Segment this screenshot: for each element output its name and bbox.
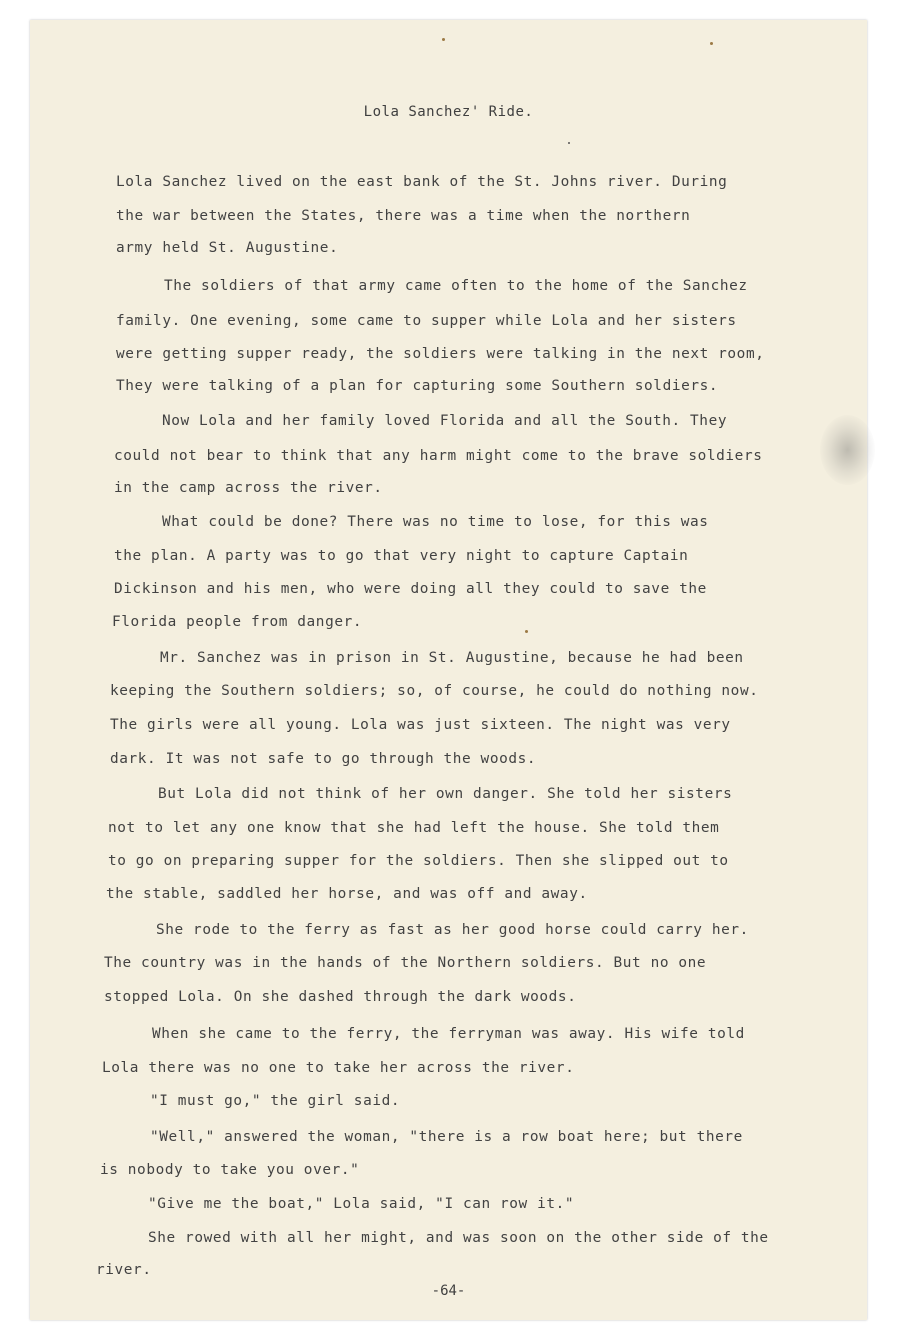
ink-smudge — [820, 415, 875, 485]
text-line: The soldiers of that army came often to the home of the Sanchez — [164, 278, 748, 294]
text-line: stopped Lola. On she dashed through the dark woods. — [104, 989, 577, 1005]
text-line: could not bear to think that any harm might come to the brave soldiers — [114, 448, 763, 464]
text-line: The girls were all young. Lola was just sixteen. The night was very — [110, 717, 731, 733]
text-line: Dickinson and his men, who were doing all they could to save the — [114, 581, 707, 597]
text-line: the war between the States, there was a time when the northern — [116, 208, 691, 224]
text-line: She rode to the ferry as fast as her good horse could carry her. — [156, 922, 749, 938]
text-line: "I must go," the girl said. — [150, 1093, 401, 1109]
page-number: -64- — [431, 1283, 466, 1299]
text-line: to go on preparing supper for the soldiers. Then she slipped out to — [108, 853, 729, 869]
text-line: river. — [96, 1262, 152, 1278]
text-line: army held St. Augustine. — [116, 240, 339, 256]
paper-speck — [525, 630, 528, 633]
text-line: were getting supper ready, the soldiers were talking in the next room, — [116, 346, 765, 362]
text-line: "Give me the boat," Lola said, "I can row it." — [148, 1196, 575, 1212]
text-line: They were talking of a plan for capturing some Southern soldiers. — [116, 378, 719, 394]
text-line: the stable, saddled her horse, and was off and away. — [106, 886, 588, 902]
typewritten-page — [30, 20, 867, 1320]
text-line: When she came to the ferry, the ferryman was away. His wife told — [152, 1026, 745, 1042]
paper-speck — [442, 38, 445, 41]
text-line: She rowed with all her might, and was soon on the other side of the — [148, 1230, 769, 1246]
text-line: is nobody to take you over." — [100, 1162, 360, 1178]
text-line: Mr. Sanchez was in prison in St. Augustine, because he had been — [160, 650, 744, 666]
text-line: family. One evening, some came to supper while Lola and her sisters — [116, 313, 737, 329]
paper-speck — [710, 42, 713, 45]
text-line: Florida people from danger. — [112, 614, 363, 630]
text-line: not to let any one know that she had left the house. She told them — [108, 820, 720, 836]
text-line: But Lola did not think of her own danger. She told her sisters — [158, 786, 733, 802]
text-line: The country was in the hands of the Northern soldiers. But no one — [104, 955, 707, 971]
text-line: "Well," answered the woman, "there is a row boat here; but there — [150, 1129, 743, 1145]
text-line: dark. It was not safe to go through the woods. — [110, 751, 537, 767]
text-line: Lola Sanchez lived on the east bank of the St. Johns river. During — [116, 174, 728, 190]
text-line: the plan. A party was to go that very night to capture Captain — [114, 548, 689, 564]
document-title: Lola Sanchez' Ride. — [363, 104, 534, 120]
text-line: in the camp across the river. — [114, 480, 383, 496]
text-line: Lola there was no one to take her across the river. — [102, 1060, 575, 1076]
text-line: Now Lola and her family loved Florida and all the South. They — [162, 413, 728, 429]
text-line: What could be done? There was no time to lose, for this was — [162, 514, 709, 530]
paper-speck — [568, 142, 570, 144]
text-line: keeping the Southern soldiers; so, of course, he could do nothing now. — [110, 683, 759, 699]
